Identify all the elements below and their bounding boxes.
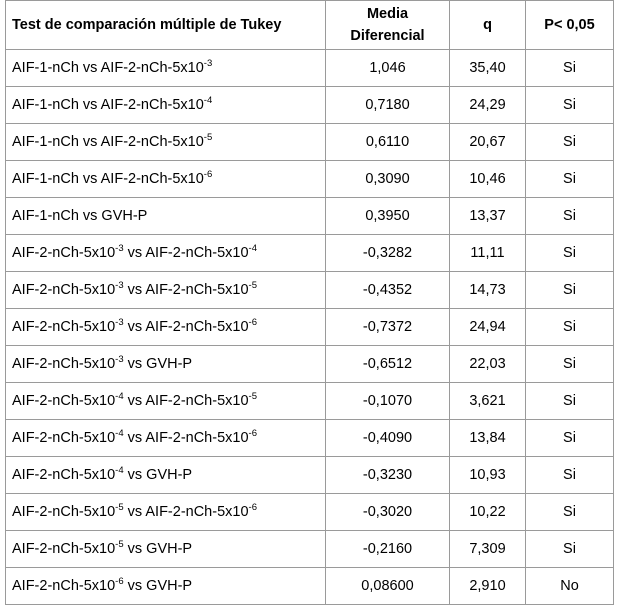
comparison-cell <box>6 346 326 383</box>
comparison-text: AIF-2-nCh-5x10 <box>12 245 116 261</box>
table-row <box>6 383 614 420</box>
exponent: -6 <box>248 428 257 439</box>
comparison-text: vs GVH-P <box>123 356 193 372</box>
p-value-cell: Si <box>526 87 614 124</box>
media-diferencial-cell: 0,6110 <box>326 124 450 161</box>
q-cell: 24,29 <box>450 87 526 124</box>
q-cell: 10,93 <box>450 457 526 494</box>
comparison-text: vs AIF-2-nCh-5x10 <box>123 245 249 261</box>
table-row <box>6 272 614 309</box>
p-value-cell: Si <box>526 124 614 161</box>
comparison-text: AIF-1-nCh vs AIF-2-nCh-5x10 <box>12 60 204 76</box>
table-row <box>6 494 614 531</box>
q-cell: 13,37 <box>450 198 526 235</box>
comparison-text: AIF-2-nCh-5x10 <box>12 282 116 298</box>
media-diferencial-cell: -0,3230 <box>326 457 450 494</box>
media-diferencial-cell: -0,3282 <box>326 235 450 272</box>
q-cell: 24,94 <box>450 309 526 346</box>
q-cell: 10,22 <box>450 494 526 531</box>
comparison-text: AIF-2-nCh-5x10 <box>12 578 116 594</box>
comparison-cell <box>6 309 326 346</box>
q-cell: 11,11 <box>450 235 526 272</box>
comparison-cell <box>6 383 326 420</box>
header-row <box>6 1 614 50</box>
exponent: -3 <box>203 58 213 69</box>
comparison-cell <box>6 198 326 235</box>
exponent: -3 <box>115 317 124 328</box>
table-row <box>6 346 614 383</box>
p-value-cell: Si <box>526 198 614 235</box>
comparison-cell <box>6 531 326 568</box>
p-value-cell: Si <box>526 494 614 531</box>
comparison-text: vs AIF-2-nCh-5x10 <box>123 319 249 335</box>
exponent: -4 <box>115 465 124 476</box>
table-row <box>6 457 614 494</box>
comparison-text: AIF-2-nCh-5x10 <box>12 319 116 335</box>
q-cell: 22,03 <box>450 346 526 383</box>
exponent: -4 <box>115 391 124 402</box>
comparison-text: vs AIF-2-nCh-5x10 <box>123 282 249 298</box>
p-value-cell: Si <box>526 531 614 568</box>
comparison-cell <box>6 124 326 161</box>
comparison-cell <box>6 420 326 457</box>
p-value-cell: Si <box>526 309 614 346</box>
comparison-text: vs AIF-2-nCh-5x10 <box>123 430 249 446</box>
comparison-text: vs AIF-2-nCh-5x10 <box>123 393 249 409</box>
comparison-text: AIF-2-nCh-5x10 <box>12 541 116 557</box>
exponent: -3 <box>115 243 124 254</box>
media-diferencial-cell: -0,3020 <box>326 494 450 531</box>
comparison-cell <box>6 50 326 87</box>
exponent: -6 <box>203 169 213 180</box>
comparison-cell <box>6 494 326 531</box>
exponent: -4 <box>248 243 257 254</box>
media-diferencial-cell: -0,1070 <box>326 383 450 420</box>
table-row <box>6 124 614 161</box>
p-value-cell: Si <box>526 346 614 383</box>
exponent: -5 <box>203 132 213 143</box>
q-cell: 14,73 <box>450 272 526 309</box>
table-row <box>6 235 614 272</box>
comparison-text: AIF-2-nCh-5x10 <box>12 467 116 483</box>
media-diferencial-cell: 0,3950 <box>326 198 450 235</box>
comparison-text: AIF-1-nCh vs GVH-P <box>12 208 148 224</box>
comparison-text: vs GVH-P <box>123 541 193 557</box>
table-row <box>6 198 614 235</box>
table-row <box>6 161 614 198</box>
p-value-cell: No <box>526 568 614 605</box>
p-value-cell: Si <box>526 457 614 494</box>
media-diferencial-cell: -0,4352 <box>326 272 450 309</box>
comparison-text: AIF-2-nCh-5x10 <box>12 356 116 372</box>
q-cell: 35,40 <box>450 50 526 87</box>
media-diferencial-cell: 1,046 <box>326 50 450 87</box>
comparison-cell <box>6 235 326 272</box>
exponent: -3 <box>115 354 124 365</box>
media-diferencial-cell: -0,7372 <box>326 309 450 346</box>
comparison-text: vs AIF-2-nCh-5x10 <box>123 504 249 520</box>
exponent: -6 <box>115 576 124 587</box>
q-cell: 20,67 <box>450 124 526 161</box>
p-value-cell: Si <box>526 50 614 87</box>
media-diferencial-cell: 0,08600 <box>326 568 450 605</box>
q-cell: 10,46 <box>450 161 526 198</box>
comparison-text: AIF-2-nCh-5x10 <box>12 504 116 520</box>
comparison-text: vs GVH-P <box>123 578 193 594</box>
comparison-text: AIF-1-nCh vs AIF-2-nCh-5x10 <box>12 97 204 113</box>
comparison-cell <box>6 161 326 198</box>
table-header <box>6 1 614 50</box>
p-value-cell: Si <box>526 161 614 198</box>
p-value-cell: Si <box>526 383 614 420</box>
exponent: -6 <box>248 502 257 513</box>
media-diferencial-cell: -0,2160 <box>326 531 450 568</box>
exponent: -5 <box>248 280 257 291</box>
header-test: Test de comparación múltiple de Tukey <box>6 1 326 50</box>
comparison-cell <box>6 272 326 309</box>
comparison-cell <box>6 457 326 494</box>
q-cell: 2,910 <box>450 568 526 605</box>
exponent: -5 <box>115 502 124 513</box>
exponent: -6 <box>248 317 257 328</box>
media-diferencial-cell: -0,4090 <box>326 420 450 457</box>
comparison-cell <box>6 87 326 124</box>
media-diferencial-cell: -0,6512 <box>326 346 450 383</box>
q-cell: 13,84 <box>450 420 526 457</box>
table-body <box>6 50 614 605</box>
comparison-text: vs GVH-P <box>123 467 193 483</box>
exponent: -4 <box>115 428 124 439</box>
exponent: -5 <box>115 539 124 550</box>
comparison-text: AIF-2-nCh-5x10 <box>12 430 116 446</box>
exponent: -5 <box>248 391 257 402</box>
media-diferencial-cell: 0,3090 <box>326 161 450 198</box>
comparison-text: AIF-1-nCh vs AIF-2-nCh-5x10 <box>12 171 204 187</box>
exponent: -3 <box>115 280 124 291</box>
table-row <box>6 87 614 124</box>
p-value-cell: Si <box>526 235 614 272</box>
comparison-text: AIF-1-nCh vs AIF-2-nCh-5x10 <box>12 134 204 150</box>
table-row <box>6 420 614 457</box>
table-row <box>6 309 614 346</box>
media-diferencial-cell: 0,7180 <box>326 87 450 124</box>
p-value-cell: Si <box>526 272 614 309</box>
table-row <box>6 531 614 568</box>
comparison-text: AIF-2-nCh-5x10 <box>12 393 116 409</box>
p-value-cell: Si <box>526 420 614 457</box>
header-q: q <box>450 1 526 50</box>
q-cell: 3,621 <box>450 383 526 420</box>
exponent: -4 <box>203 95 213 106</box>
table-row <box>6 50 614 87</box>
header-media-diferencial: Media Diferencial <box>326 1 450 50</box>
q-cell: 7,309 <box>450 531 526 568</box>
header-p: P< 0,05 <box>526 1 614 50</box>
tukey-table <box>5 0 614 605</box>
